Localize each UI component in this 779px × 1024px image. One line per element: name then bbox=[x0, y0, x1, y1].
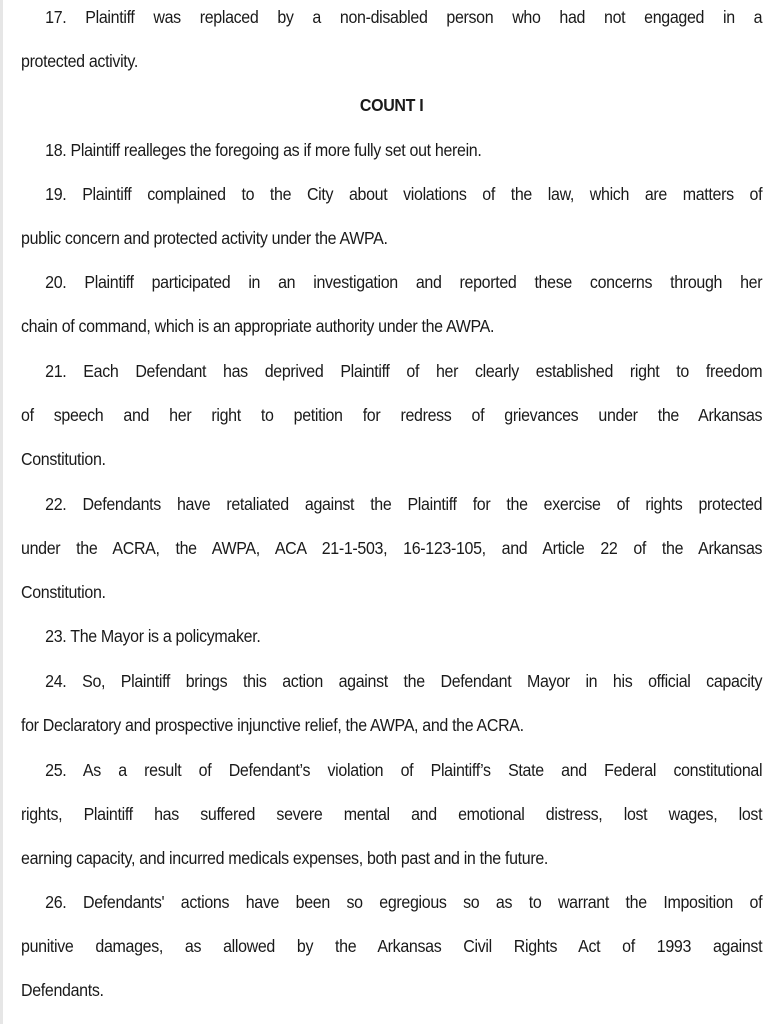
paragraph-line: 19. Plaintiff complained to the City about violations of the law, which are matters of bbox=[45, 184, 763, 204]
paragraph-line: 22. Defendants have retaliated against the Plaintiff for the exercise of rights protected bbox=[45, 494, 763, 514]
paragraph-line: 24. So, Plaintiff brings this action against the Defendant Mayor in his official capacity bbox=[45, 671, 763, 691]
paragraph-line: earning capacity, and incurred medicals expenses, both past and in the future. bbox=[21, 848, 549, 868]
paragraph-line: 20. Plaintiff participated in an investigation and reported these concerns through her bbox=[45, 272, 763, 292]
count-heading: COUNT I bbox=[359, 95, 424, 115]
paragraph-line: Constitution. bbox=[21, 449, 106, 469]
page-edge bbox=[0, 0, 3, 1024]
paragraph-line: under the ACRA, the AWPA, ACA 21-1-503, 16-123-105, and Article 22 of the Arkansas bbox=[21, 538, 763, 558]
paragraph-line: for Declaratory and prospective injunctive relief, the AWPA, and the ACRA. bbox=[21, 715, 524, 735]
paragraph-line: Defendants. bbox=[21, 980, 104, 1000]
paragraph-line: of speech and her right to petition for redress of grievances under the Arkansas bbox=[21, 405, 763, 425]
paragraph-line: rights, Plaintiff has suffered severe mental and emotional distress, lost wages, lost bbox=[21, 804, 763, 824]
paragraph-line: 21. Each Defendant has deprived Plaintiff of her clearly established right to freedom bbox=[45, 361, 763, 381]
section-heading bbox=[21, 94, 762, 116]
paragraph-line: 26. Defendants' actions have been so egregious so as to warrant the Imposition of bbox=[45, 892, 763, 912]
paragraph-line: chain of command, which is an appropriate authority under the AWPA. bbox=[21, 316, 495, 336]
paragraph-line: 25. As a result of Defendant’s violation of Plaintiff’s State and Federal constitutional bbox=[45, 760, 763, 780]
paragraph-line: public concern and protected activity under the AWPA. bbox=[21, 228, 388, 248]
paragraph-line: 17. Plaintiff was replaced by a non-disabled person who had not engaged in a bbox=[45, 7, 763, 27]
paragraph-line: 18. Plaintiff realleges the foregoing as if more fully set out herein. bbox=[45, 140, 482, 160]
paragraph-line: punitive damages, as allowed by the Arkansas Civil Rights Act of 1993 against bbox=[21, 936, 763, 956]
paragraph-line: 23. The Mayor is a policymaker. bbox=[45, 626, 261, 646]
paragraph-line: protected activity. bbox=[21, 51, 139, 71]
paragraph-line: Constitution. bbox=[21, 582, 106, 602]
